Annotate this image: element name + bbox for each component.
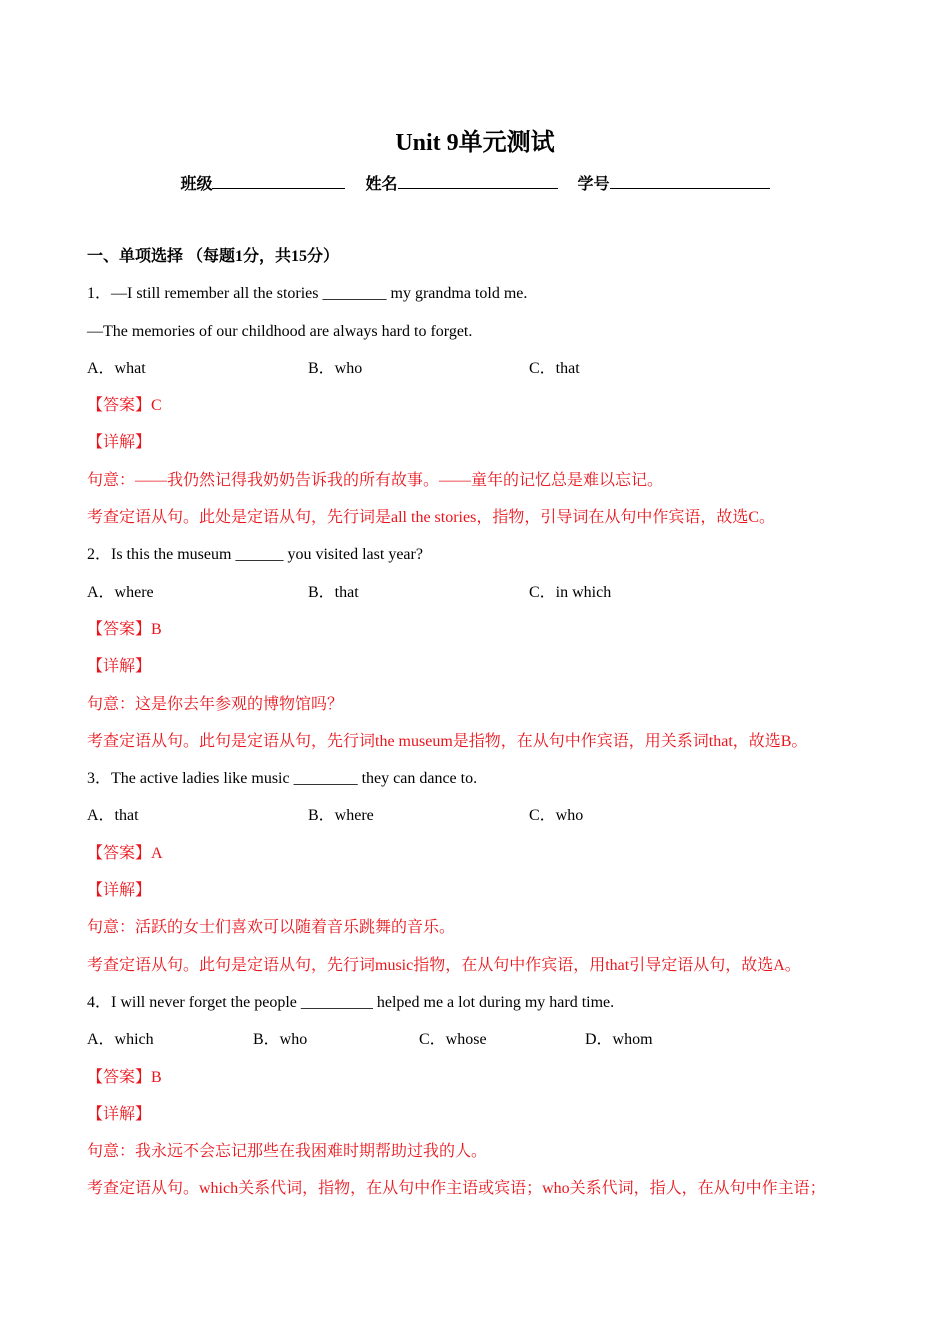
option-a: A．what [87, 359, 146, 377]
question-3-answer: 【答案】A [87, 844, 163, 862]
question-3-options [87, 797, 862, 834]
option-c: C．who [529, 807, 584, 825]
class-label: 班级 [180, 176, 213, 193]
question-1-response: —The memories of our childhood are always hard to forget. [87, 322, 473, 340]
question-4-options [87, 1021, 862, 1058]
exam-content [87, 238, 862, 1208]
question-3-stem: 3．The active ladies like music ________ they can dance to. [87, 770, 478, 788]
question-1-answer: 【答案】C [87, 397, 162, 415]
option-c: C．whose [419, 1031, 487, 1049]
option-b: B．where [308, 807, 374, 825]
question-3-analysis: 考查定语从句。此句是定语从句，先行词music指物，在从句中作宾语，用that引导定语从句，故选A。 [87, 956, 801, 974]
option-a: A．which [87, 1031, 154, 1049]
question-2-translation: 句意：这是你去年参观的博物馆吗？ [87, 695, 344, 713]
option-d: D．whom [585, 1031, 653, 1049]
question-1-analysis: 考查定语从句。此处是定语从句，先行词是all the stories，指物，引导词在从句中作宾语，故选C。 [87, 509, 775, 527]
option-c: C．that [529, 359, 580, 377]
question-4-stem: 4．I will never forget the people _________ helped me a lot during my hard time. [87, 993, 615, 1011]
name-field [365, 171, 557, 194]
question-1-options [87, 350, 862, 387]
name-blank-line [398, 174, 558, 189]
question-1-translation: 句意：——我仍然记得我奶奶告诉我的所有故事。——童年的记忆总是难以忘记。 [87, 471, 664, 489]
question-2-stem: 2．Is this the museum ______ you visited last year? [87, 546, 423, 564]
question-1-stem: 1．—I still remember all the stories ________ my grandma told me. [87, 285, 528, 303]
section-title: 一、单项选择 （每题1分，共15分） [87, 248, 340, 265]
class-field [180, 171, 345, 194]
question-2-detail-label: 【详解】 [87, 658, 152, 676]
question-2-answer: 【答案】B [87, 620, 162, 638]
option-c: C．in which [529, 583, 612, 601]
name-label: 姓名 [365, 176, 398, 193]
option-b: B．who [253, 1031, 308, 1049]
class-blank-line [212, 174, 345, 189]
question-2-analysis: 考查定语从句。此句是定语从句，先行词the museum是指物，在从句中作宾语，用关系词that，故选B。 [87, 732, 808, 750]
question-4-translation: 句意：我永远不会忘记那些在我困难时期帮助过我的人。 [87, 1143, 488, 1161]
question-1-detail-label: 【详解】 [87, 434, 152, 452]
question-4-answer: 【答案】B [87, 1068, 162, 1086]
option-b: B．that [308, 583, 359, 601]
option-a: A．that [87, 807, 139, 825]
option-a: A．where [87, 583, 154, 601]
question-4-detail-label: 【详解】 [87, 1105, 152, 1123]
student-info-line [0, 171, 950, 194]
id-blank-line [610, 174, 770, 189]
document-title: Unit 9单元测试 [395, 130, 555, 156]
question-4-analysis: 考查定语从句。which关系代词，指物，在从句中作主语或宾语；who关系代词，指人，在从句中作主语； [87, 1180, 826, 1198]
question-3-detail-label: 【详解】 [87, 882, 152, 900]
question-3-translation: 句意：活跃的女士们喜欢可以随着音乐跳舞的音乐。 [87, 919, 456, 937]
option-b: B．who [308, 359, 363, 377]
id-field [578, 171, 770, 194]
question-2-options [87, 574, 862, 611]
id-label: 学号 [577, 176, 610, 193]
